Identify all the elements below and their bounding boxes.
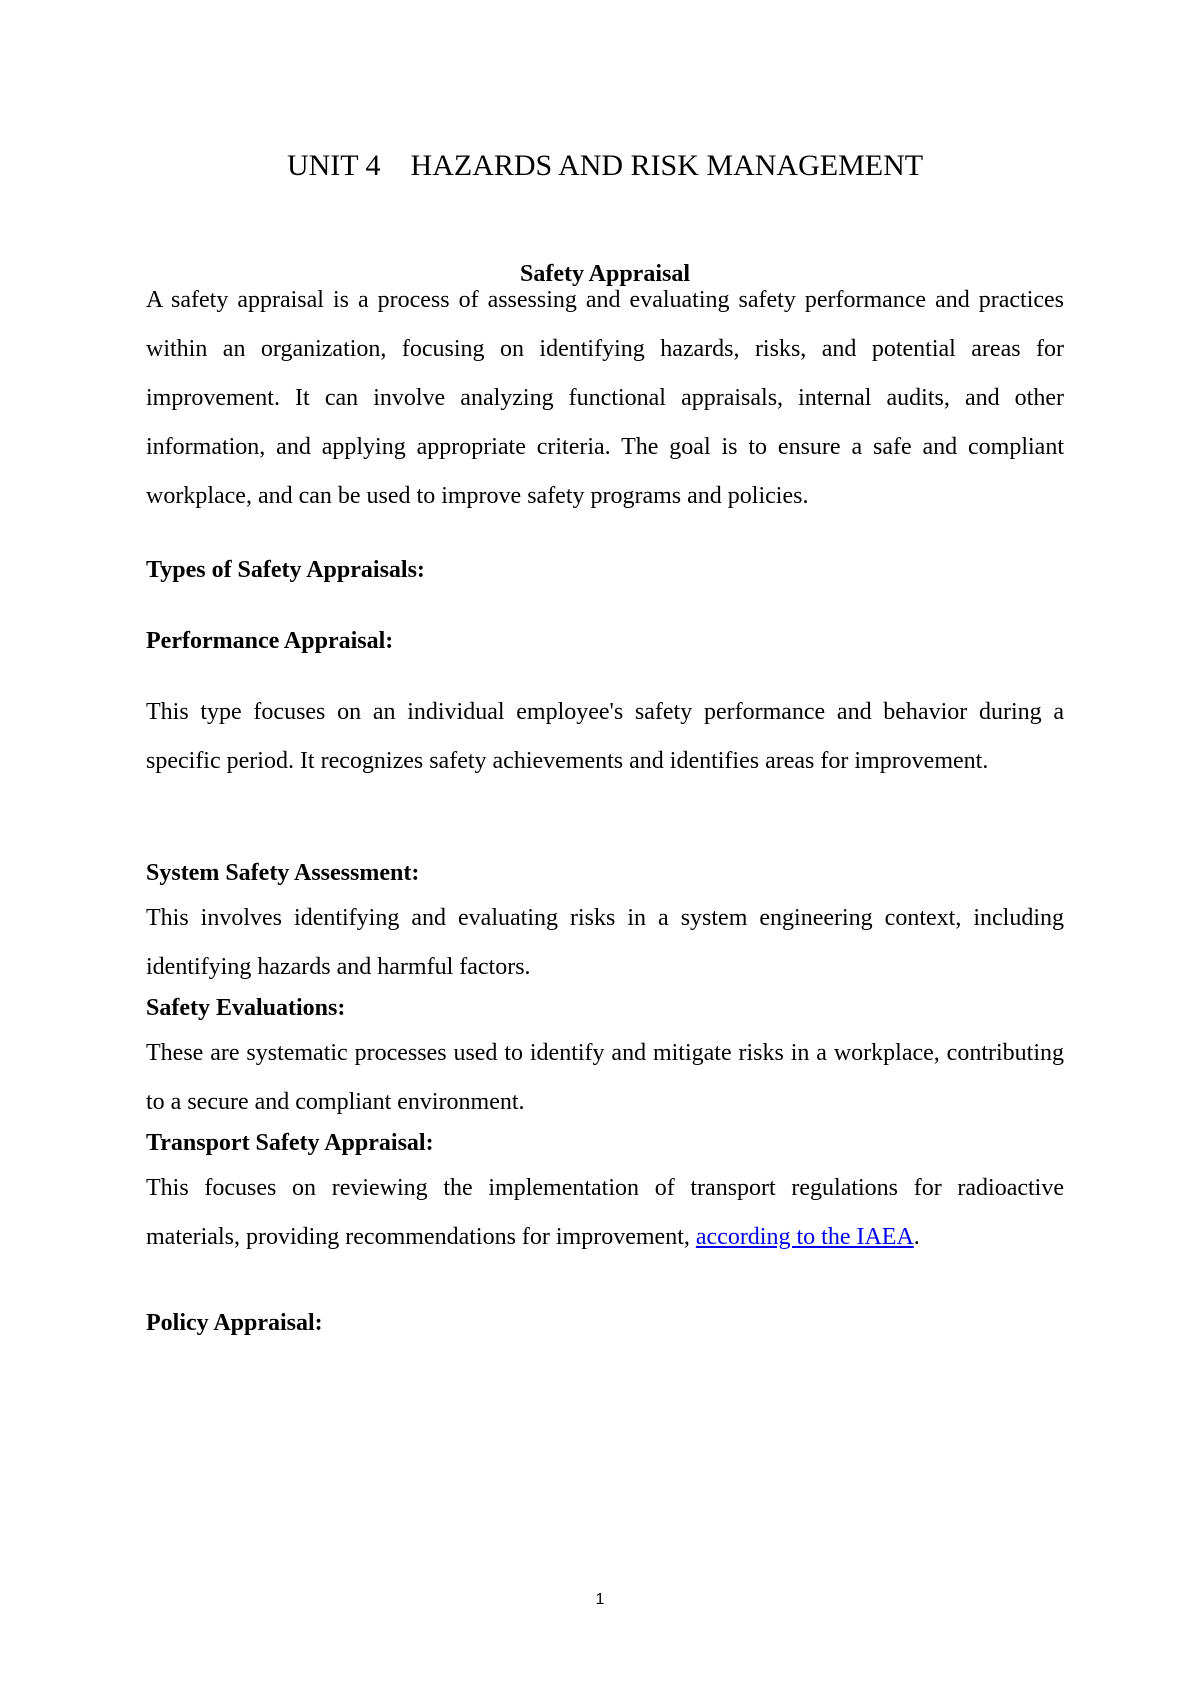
- safety-evaluations-text: These are systematic processes used to identify and mitigate risks in a workplace, contributing to a secure and compliant environment.: [146, 1040, 1064, 1115]
- system-safety-assessment-heading: System Safety Assessment:: [146, 860, 420, 886]
- system-safety-assessment-text: This involves identifying and evaluating risks in a system engineering context, including identifying hazards and harmful factors.: [146, 905, 1064, 980]
- transport-safety-appraisal-text: [146, 1164, 1064, 1262]
- intro-paragraph: A safety appraisal is a process of assessing and evaluating safety performance and practices within an organization, focusing on identifying hazards, risks, and potential areas for improvement. It can involve analyzing functional appraisals, internal audits, and other information, and applying appropriate criteria. The goal is to ensure a safe and compliant workplace, and can be used to improve safety programs and policies.: [146, 287, 1064, 509]
- document-title: UNIT 4 HAZARDS AND RISK MANAGEMENT: [286, 149, 924, 182]
- transport-safety-appraisal-heading: Transport Safety Appraisal:: [146, 1130, 434, 1156]
- policy-appraisal-heading: Policy Appraisal:: [146, 1310, 323, 1336]
- performance-appraisal-heading: Performance Appraisal:: [146, 628, 394, 654]
- transport-text: This focuses on reviewing the implementation of transport regulations for radioactive materials, providing recommendations for improvement,: [146, 1175, 1064, 1250]
- transport-text-end: .: [913, 1224, 920, 1250]
- page-number: 1: [595, 1591, 605, 1608]
- iaea-link[interactable]: according to the IAEA: [695, 1224, 914, 1250]
- types-heading: Types of Safety Appraisals:: [146, 557, 425, 583]
- section-title-safety-appraisal: Safety Appraisal: [519, 261, 690, 287]
- performance-appraisal-text: This type focuses on an individual employee's safety performance and behavior during a specific period. It recognizes safety achievements and identifies areas for improvement.: [146, 699, 1064, 774]
- safety-evaluations-heading: Safety Evaluations:: [146, 995, 346, 1021]
